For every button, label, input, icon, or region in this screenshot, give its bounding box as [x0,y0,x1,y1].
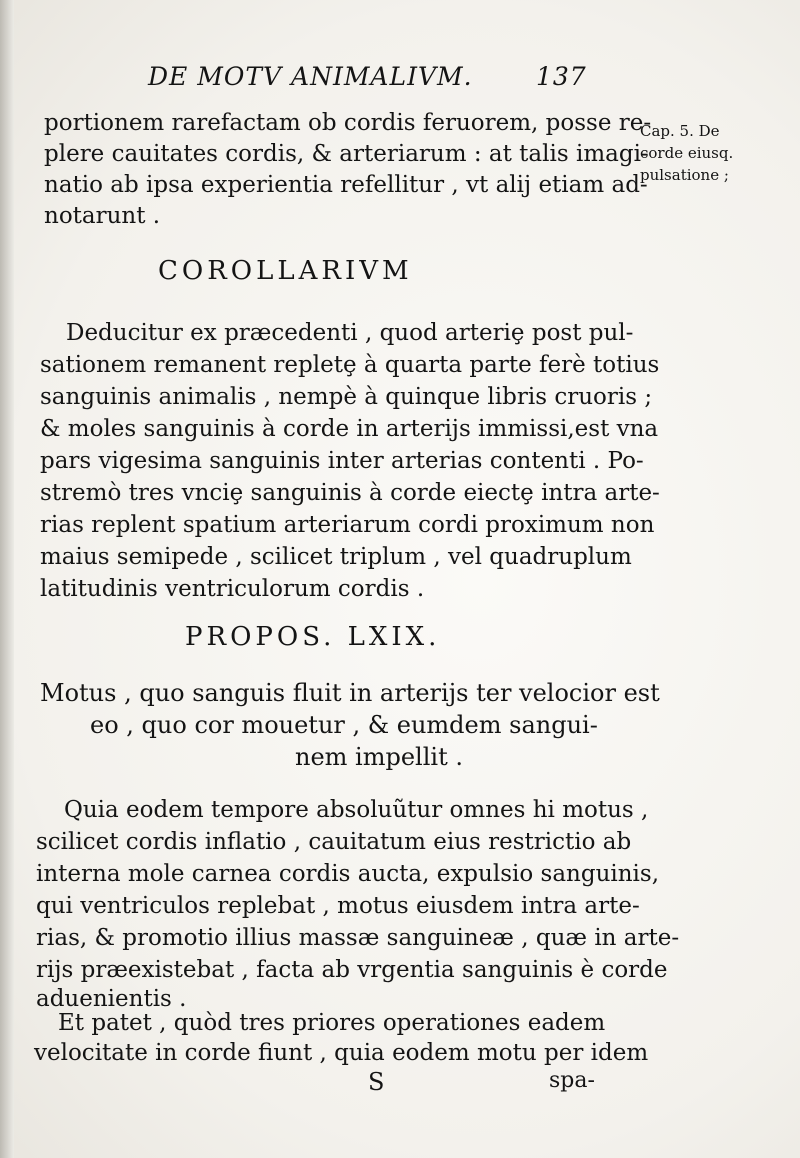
text-line: stremò tres vnciȩ sanguinis à corde eiectȩ intra arte- [40,480,660,506]
text-line: portionem rarefactam ob cordis feruorem, posse re- [44,110,652,136]
margin-note [640,120,790,186]
section-heading: COROLLARIVM [158,256,413,286]
text-line: qui ventriculos replebat , motus eiusdem intra arte- [36,893,640,919]
text-line: & moles sanguinis à corde in arterijs immissi,est vna [40,416,659,442]
text-line: rias replent spatium arteriarum cordi proximum non [40,512,655,538]
margin-note-line: Cap. 5. De [640,122,720,140]
text-line: Deducitur ex præcedenti , quod arteriȩ post pul- [66,320,634,346]
running-title: DE MOTV ANIMALIVM. [148,62,473,91]
proposition-heading: PROPOS. LXIX. [185,622,441,652]
text-line: Quia eodem tempore absoluũtur omnes hi motus , [64,797,649,823]
margin-note-line: corde eiusq. [640,144,734,162]
text-line: velocitate in corde fiunt , quia eodem motu per idem [34,1040,649,1066]
text-line: interna mole carnea cordis aucta, expulsio sanguinis, [36,861,660,887]
text-line: rijs præexistebat , facta ab vrgentia sanguinis è corde [36,957,668,983]
text-line: eo , quo cor mouetur , & eumdem sangui- [90,711,598,739]
page-gutter-shadow [0,0,14,1158]
text-line: maius semipede , scilicet triplum , vel quadruplum [40,544,632,570]
page-number: 137 [536,62,587,91]
margin-note-line: pulsatione ; [640,166,729,184]
text-line: notarunt . [44,203,161,229]
text-line: plere cauitates cordis, & arteriarum : at talis imagi- [44,141,649,167]
text-line: nem impellit . [295,743,463,771]
signature-mark: S [368,1068,385,1096]
text-line: Et patet , quòd tres priores operationes eadem [58,1010,606,1036]
text-line: scilicet cordis inflatio , cauitatum eius restrictio ab [36,829,632,855]
catchword: spa- [549,1068,595,1093]
text-line: sationem remanent repletȩ à quarta parte ferè totius [40,352,660,378]
text-line: Motus , quo sanguis fluit in arterijs ter velocior est [40,679,660,707]
text-line: rias, & promotio illius massæ sanguineæ , quæ in arte- [36,925,680,951]
text-line: natio ab ipsa experientia refellitur , vt alij etiam ad- [44,172,648,198]
text-line: latitudinis ventriculorum cordis . [40,576,425,602]
text-line: sanguinis animalis , nempè à quinque libris cruoris ; [40,384,653,410]
text-line: aduenientis . [36,986,187,1012]
text-line: pars vigesima sanguinis inter arterias contenti . Po- [40,448,644,474]
running-header [148,62,608,91]
